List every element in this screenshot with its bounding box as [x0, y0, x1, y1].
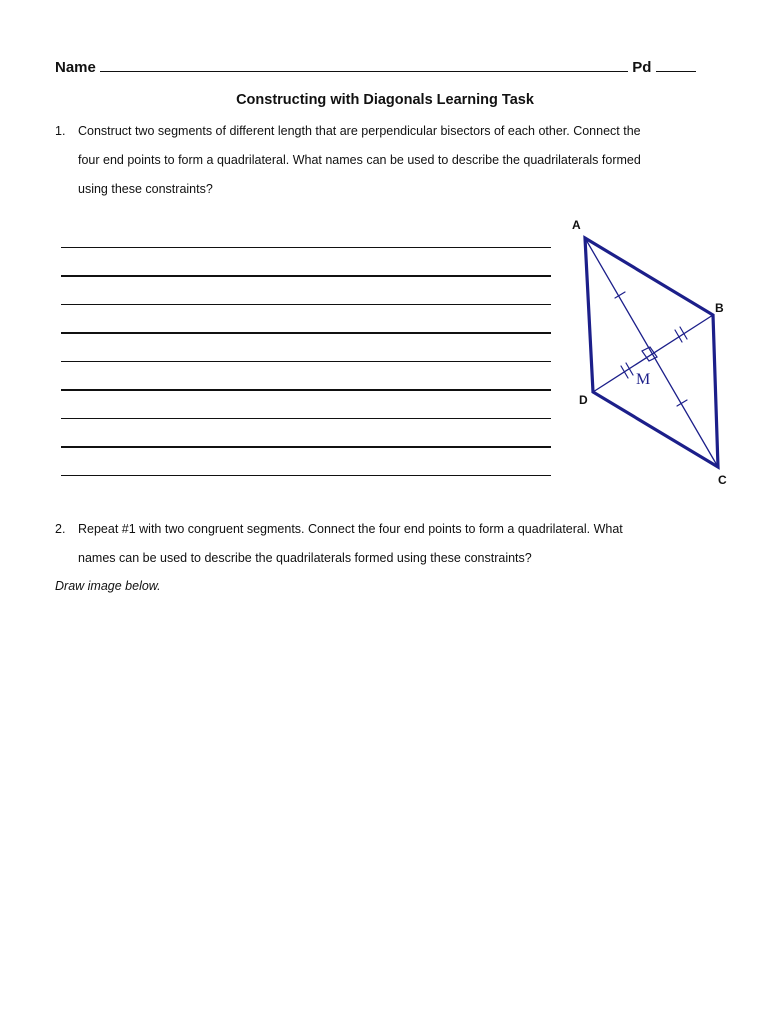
answer-line[interactable] [61, 361, 551, 362]
double-tick-mark [621, 366, 628, 378]
name-blank[interactable] [100, 57, 628, 72]
question-1-text [78, 117, 641, 204]
name-period-header [55, 57, 715, 76]
question-1-line: Construct two segments of different length that are perpendicular bisectors of each other. Connect the [78, 124, 641, 138]
answer-line[interactable] [61, 389, 551, 390]
page-title: Constructing with Diagonals Learning Task [236, 92, 534, 108]
question-2-text [78, 515, 623, 573]
label-c: C [718, 473, 727, 487]
diagonal-ac [585, 238, 718, 467]
drawing-area[interactable] [55, 605, 715, 1005]
answer-line[interactable] [61, 332, 551, 333]
draw-instruction: Draw image below. [55, 579, 161, 593]
label-a: A [572, 218, 581, 232]
answer-line[interactable] [61, 247, 551, 248]
answer-line[interactable] [61, 304, 551, 305]
question-2-line: Repeat #1 with two congruent segments. Connect the four end points to form a quadrilateral. What [78, 522, 623, 536]
period-blank[interactable] [656, 57, 696, 72]
label-m: M [636, 371, 651, 388]
answer-line[interactable] [61, 475, 551, 476]
question-2-line: names can be used to describe the quadrilaterals formed using these constraints? [78, 551, 532, 565]
name-label: Name [55, 59, 96, 76]
question-1-number: 1. [55, 124, 66, 138]
question-1-line: four end points to form a quadrilateral. What names can be used to describe the quadrilaterals formed [78, 153, 641, 167]
answer-lines [61, 247, 551, 503]
kite-diagram [565, 212, 740, 492]
double-tick-mark [626, 363, 633, 375]
question-2-number: 2. [55, 522, 66, 536]
period-label: Pd [632, 59, 652, 76]
question-1 [55, 117, 735, 207]
answer-line[interactable] [61, 418, 551, 419]
answer-line[interactable] [61, 275, 551, 276]
question-2 [55, 515, 735, 575]
diagonal-bd [593, 315, 713, 392]
label-d: D [579, 393, 588, 407]
answer-line[interactable] [61, 446, 551, 447]
question-1-line: using these constraints? [78, 182, 213, 196]
label-b: B [715, 301, 724, 315]
